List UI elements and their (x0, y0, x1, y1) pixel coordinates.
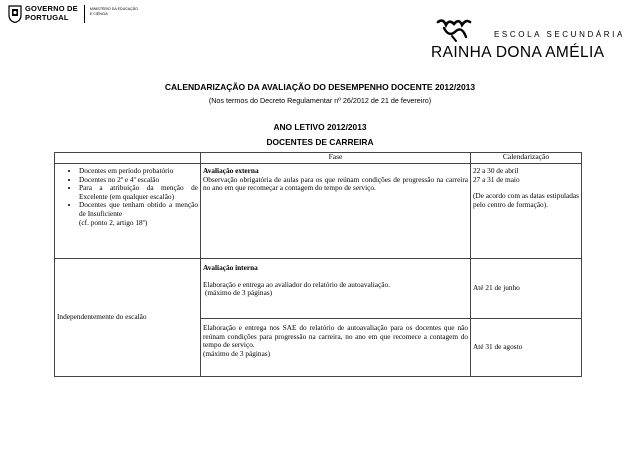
list-item: • Docentes no 2º e 4º escalão (79, 176, 198, 185)
list-item: • Docentes em período probatório (79, 167, 198, 176)
list-item: • Para a atribuição da menção de Excelente (em qualquer escalão) (79, 184, 198, 201)
evaluation-calendar-table (54, 152, 582, 377)
fase-internal-cell-2 (201, 319, 471, 377)
header-empty-cell (55, 153, 201, 164)
fase-internal-cell-1 (201, 259, 471, 319)
government-logo (8, 5, 138, 23)
gov-line-2: PORTUGAL (25, 12, 69, 22)
calendar-internal-cell-2 (471, 319, 582, 377)
list-item: • Docentes que tenham obtido a menção de Insuficiente (79, 201, 198, 218)
section-title: DOCENTES DE CARREIRA (266, 137, 374, 147)
table-row (55, 259, 582, 319)
date-range-1: 22 a 30 de abril (473, 166, 519, 175)
calendar-note: (De acordo com as datas estipuladas pelo centro de formação). (473, 191, 579, 209)
calendar-internal-cell-1 (471, 259, 582, 319)
school-name: RAINHA DONA AMÉLIA (431, 44, 605, 61)
fase-internal-item-1-note: (máximo de 3 páginas) (205, 288, 273, 298)
document-subtitle: (Nos termos do Decreto Regulamentar nº 26/2012 de 21 de fevereiro) (208, 96, 432, 105)
target-docentes-cell (55, 164, 201, 259)
fase-internal-title: Avaliação interna (203, 263, 258, 272)
fase-internal-item-2: Elaboração e entrega nos SAE do relatório de autoavaliação para os docentes que não reúnam condições para progressão na carreira, no ano em que recomece a contagem do tempo de serviço. (203, 323, 468, 350)
target-all-text: Independentemente do escalão (57, 312, 147, 322)
fase-internal-item-1: Elaboração e entrega ao avaliador do relatório de autoavaliação. (203, 279, 390, 289)
header-fase: Fase (201, 153, 471, 164)
fase-external-text: Observação obrigatória de aulas para os que reúnam condições de progressão na carreira no ano em que recomeçar a contagem do tempo de serviço. (203, 174, 468, 193)
logo-divider (84, 5, 85, 23)
school-year: ANO LETIVO 2012/2013 (273, 122, 367, 132)
date-internal-2: Até 31 de agosto (473, 342, 523, 352)
school-logo (428, 16, 640, 68)
header-calendarizacao: Calendarização (471, 153, 582, 164)
ministry-line-1: MINISTÉRIO DA EDUCAÇÃO (89, 7, 138, 11)
gov-line-1: GOVERNO DE (25, 4, 78, 13)
fase-internal-item-2-note: (máximo de 3 páginas) (203, 348, 271, 358)
ministry-line-2: E CIÊNCIA (89, 11, 108, 16)
coat-of-arms-icon (8, 5, 22, 23)
target-all-cell (55, 259, 201, 377)
date-range-2: 27 a 31 de maio (473, 174, 520, 184)
date-internal-1: Até 21 de junho (473, 283, 520, 293)
calendar-external-cell (471, 164, 582, 259)
fase-external-cell (201, 164, 471, 259)
document-title: CALENDARIZAÇÃO DA AVALIAÇÃO DO DESEMPENHO DOCENTE 2012/2013 (164, 82, 476, 92)
table-header-row (55, 153, 582, 164)
school-label: ESCOLA SECUNDÁRIA (494, 30, 625, 39)
target-note: (cf. ponto 2, artigo 18º) (79, 217, 148, 227)
target-list (57, 167, 198, 219)
school-crown-icon (436, 16, 472, 42)
table-row (55, 164, 582, 259)
fase-external-title: Avaliação externa (203, 166, 259, 175)
